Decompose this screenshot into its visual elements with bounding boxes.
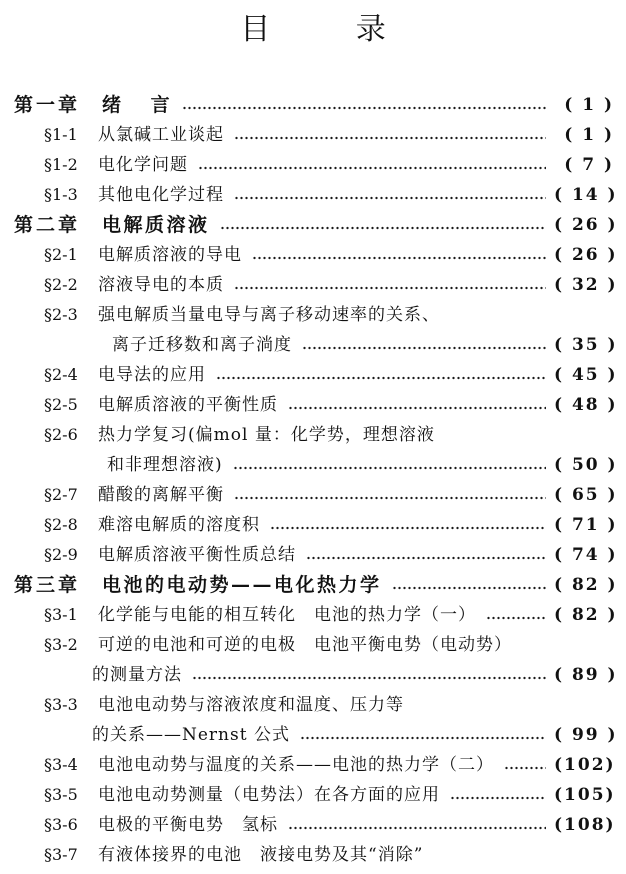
dot-leader	[392, 570, 546, 600]
section-entry	[0, 360, 626, 390]
section-title: 电化学问题	[98, 155, 188, 175]
chapter-number: 第二章	[14, 214, 81, 236]
section-number: §2-2	[44, 275, 78, 294]
dot-leader	[486, 600, 546, 630]
dot-leader	[198, 150, 546, 180]
section-title: 电导法的应用	[98, 365, 206, 385]
section-title: 电解质溶液的导电	[98, 245, 242, 265]
section-number: §3-5	[44, 785, 78, 804]
section-number: §2-4	[44, 365, 78, 384]
page-number: ( 89 )	[554, 665, 618, 685]
chapter-title: 绪 言	[102, 94, 173, 116]
section-number: §2-5	[44, 395, 78, 414]
page-number: (102)	[554, 755, 616, 775]
chapter-entry	[0, 210, 626, 240]
dot-leader	[270, 510, 546, 540]
section-entry	[0, 510, 626, 540]
dot-leader	[252, 240, 546, 270]
section-number: §3-3	[44, 695, 78, 714]
dot-leader	[288, 390, 546, 420]
dot-leader	[234, 120, 546, 150]
section-title: 电解质溶液平衡性质总结	[98, 545, 296, 565]
page-number: ( 1 )	[564, 125, 614, 145]
section-entry	[0, 630, 626, 660]
page-number: ( 1 )	[564, 95, 614, 115]
section-title-continuation: 和非理想溶液)	[107, 455, 223, 475]
dot-leader	[192, 660, 546, 690]
dot-leader	[234, 480, 546, 510]
dot-leader	[450, 780, 546, 810]
section-entry	[0, 420, 626, 450]
section-number: §3-6	[44, 815, 78, 834]
chapter-number: 第三章	[14, 574, 81, 596]
dot-leader	[288, 810, 546, 840]
section-title: 电极的平衡电势 氢标	[98, 815, 278, 835]
dot-leader	[306, 540, 546, 570]
section-entry	[0, 390, 626, 420]
section-number: §1-2	[44, 155, 78, 174]
section-title: 电池电动势与溶液浓度和温度、压力等	[98, 695, 404, 715]
chapter-title: 电解质溶液	[102, 214, 210, 236]
dot-leader	[220, 210, 546, 240]
section-entry	[0, 780, 626, 810]
section-number: §2-8	[44, 515, 78, 534]
dot-leader	[234, 270, 546, 300]
page-number: (105)	[554, 785, 616, 805]
section-number: §2-3	[44, 305, 78, 324]
section-title: 从氯碱工业谈起	[98, 125, 224, 145]
section-title: 难溶电解质的溶度积	[98, 515, 260, 535]
chapter-entry	[0, 90, 626, 120]
page-number: ( 65 )	[554, 485, 618, 505]
dot-leader	[234, 180, 546, 210]
page-number: ( 82 )	[554, 605, 618, 625]
page-number: ( 14 )	[554, 185, 618, 205]
page-number: ( 50 )	[554, 455, 618, 475]
section-number: §2-6	[44, 425, 78, 444]
section-entry	[0, 810, 626, 840]
dot-leader	[504, 750, 546, 780]
section-title-continuation: 的测量方法	[92, 665, 182, 685]
section-entry	[0, 180, 626, 210]
section-number: §2-1	[44, 245, 78, 264]
section-title-continuation: 离子迁移数和离子淌度	[112, 335, 292, 355]
section-entry	[0, 540, 626, 570]
page-number: ( 26 )	[554, 245, 618, 265]
section-entry-continuation	[0, 660, 626, 690]
section-entry	[0, 240, 626, 270]
section-entry	[0, 600, 626, 630]
section-title: 可逆的电池和可逆的电极 电池平衡电势（电动势）	[98, 635, 512, 655]
section-title: 化学能与电能的相互转化 电池的热力学（一）	[98, 605, 476, 625]
section-entry	[0, 840, 626, 870]
section-entry-continuation	[0, 450, 626, 480]
section-title: 醋酸的离解平衡	[98, 485, 224, 505]
section-entry-continuation	[0, 330, 626, 360]
section-title: 热力学复习(偏mol 量：化学势，理想溶液	[98, 425, 435, 445]
page-title: 目 录	[240, 12, 386, 47]
section-number: §1-3	[44, 185, 78, 204]
section-number: §3-1	[44, 605, 78, 624]
section-number: §3-2	[44, 635, 78, 654]
dot-leader	[182, 90, 546, 120]
page-number: ( 32 )	[554, 275, 618, 295]
page-number: ( 7 )	[564, 155, 614, 175]
section-title: 溶液导电的本质	[98, 275, 224, 295]
section-title: 有液体接界的电池 液接电势及其“消除”	[98, 845, 424, 865]
page-number: ( 82 )	[554, 575, 618, 595]
section-number: §3-4	[44, 755, 78, 774]
dot-leader	[300, 720, 546, 750]
section-number: §1-1	[44, 125, 78, 144]
section-entry	[0, 480, 626, 510]
section-entry	[0, 300, 626, 330]
section-title: 电池电动势与温度的关系——电池的热力学（二）	[98, 755, 494, 775]
dot-leader	[233, 450, 546, 480]
dot-leader	[302, 330, 546, 360]
section-entry	[0, 270, 626, 300]
page-number: ( 48 )	[554, 395, 618, 415]
section-title: 其他电化学过程	[98, 185, 224, 205]
dot-leader	[216, 360, 546, 390]
section-entry	[0, 120, 626, 150]
section-title: 电解质溶液的平衡性质	[98, 395, 278, 415]
page-number: ( 26 )	[554, 215, 618, 235]
page-number: ( 45 )	[554, 365, 618, 385]
section-title-continuation: 的关系——Nernst 公式	[92, 725, 290, 745]
section-entry	[0, 750, 626, 780]
section-number: §2-7	[44, 485, 78, 504]
chapter-number: 第一章	[14, 94, 81, 116]
table-of-contents	[0, 90, 626, 870]
chapter-title: 电池的电动势——电化热力学	[102, 574, 382, 596]
section-entry	[0, 690, 626, 720]
section-number: §3-7	[44, 845, 78, 864]
chapter-entry	[0, 570, 626, 600]
section-entry-continuation	[0, 720, 626, 750]
section-entry	[0, 150, 626, 180]
section-title: 电池电动势测量（电势法）在各方面的应用	[98, 785, 440, 805]
page-number: ( 71 )	[554, 515, 618, 535]
page-number: ( 99 )	[554, 725, 618, 745]
page-number: ( 74 )	[554, 545, 618, 565]
section-number: §2-9	[44, 545, 78, 564]
page-number: ( 35 )	[554, 335, 618, 355]
page-number: (108)	[554, 815, 616, 835]
section-title: 强电解质当量电导与离子移动速率的关系、	[98, 305, 440, 325]
